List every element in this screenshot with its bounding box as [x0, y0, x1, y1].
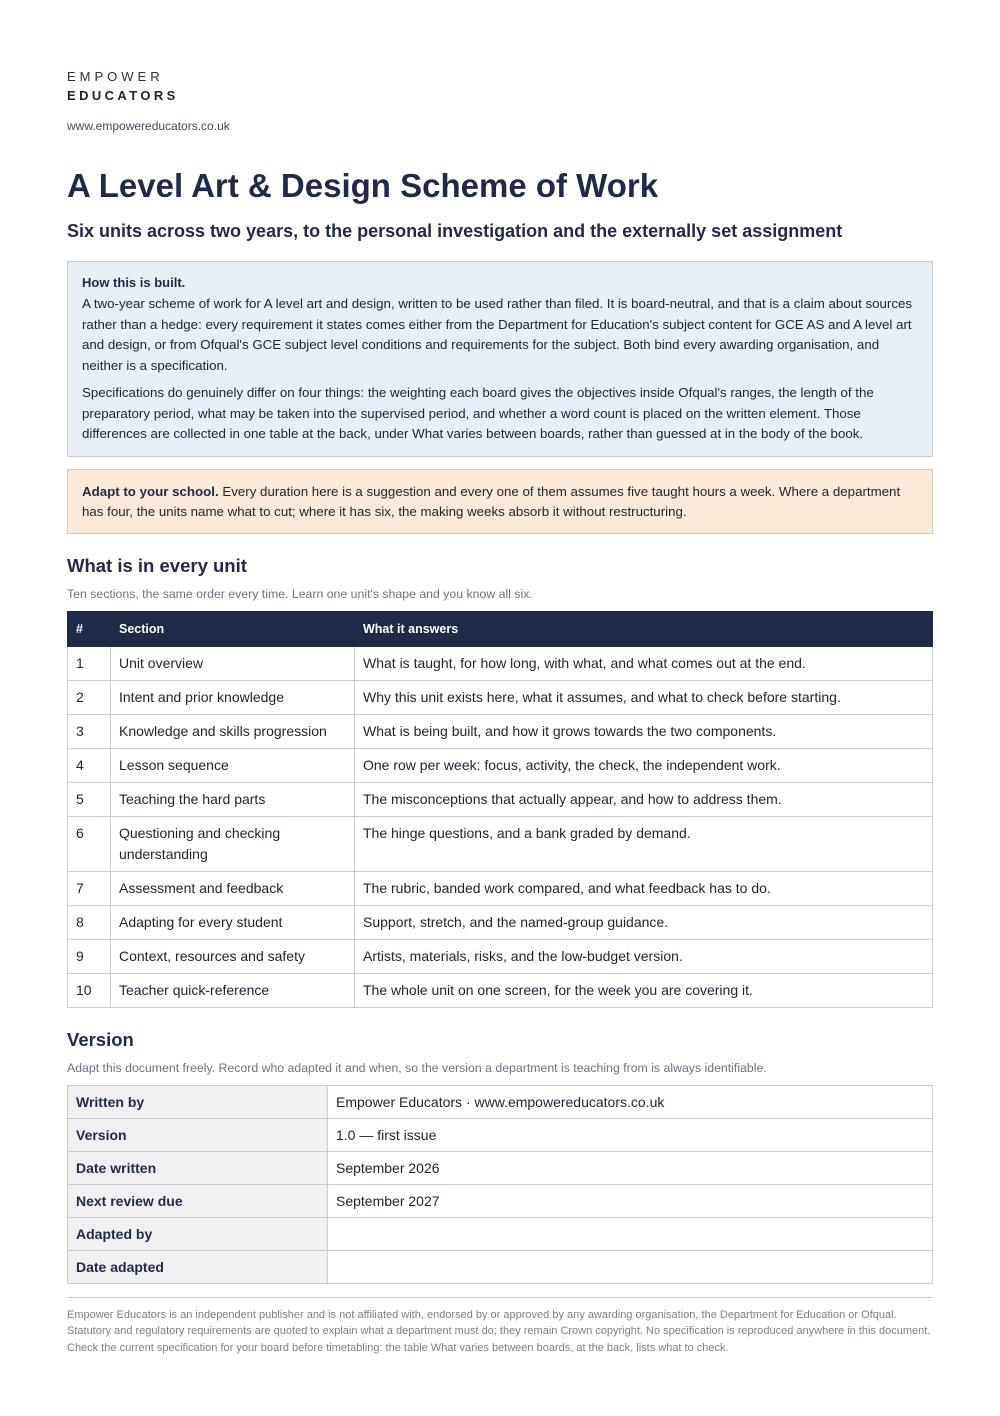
version-label: Date adapted	[68, 1250, 328, 1283]
row-number: 4	[68, 748, 111, 782]
version-label: Adapted by	[68, 1217, 328, 1250]
row-section: Teacher quick-reference	[111, 973, 355, 1007]
table-row	[68, 748, 933, 782]
row-section: Unit overview	[111, 646, 355, 680]
row-number: 7	[68, 871, 111, 905]
row-number: 3	[68, 714, 111, 748]
how-built-box	[67, 261, 933, 457]
version-heading: Version	[67, 1028, 134, 1050]
how-built-paragraph-2: Specifications do genuinely differ on four things: the weighting each board gives the objectives inside Ofqual's ranges, the length of the preparatory period, what may be taken into the supervised period, and whether a word count is placed on the written element. Those differences are collected in one table at the back, under What varies between boards, rather than guessed at in the body of the book.	[82, 385, 874, 441]
row-answer: Artists, materials, risks, and the low-budget version.	[355, 939, 933, 973]
version-value: 1.0 — first issue	[328, 1118, 933, 1151]
version-value: September 2026	[328, 1151, 933, 1184]
row-answer: Support, stretch, and the named-group guidance.	[355, 905, 933, 939]
version-row	[68, 1151, 933, 1184]
row-section: Assessment and feedback	[111, 871, 355, 905]
how-built-heading: How this is built.	[82, 275, 186, 290]
brand-line-2: EDUCATORS	[67, 88, 179, 103]
table-row	[68, 680, 933, 714]
units-heading: What is in every unit	[67, 554, 247, 576]
column-header-answers: What it answers	[355, 611, 933, 646]
version-label: Version	[68, 1118, 328, 1151]
version-row	[68, 1217, 933, 1250]
table-row	[68, 905, 933, 939]
column-header-number: #	[68, 611, 111, 646]
row-answer: What is being built, and how it grows towards the two components.	[355, 714, 933, 748]
row-section: Knowledge and skills progression	[111, 714, 355, 748]
row-number: 9	[68, 939, 111, 973]
table-row	[68, 939, 933, 973]
row-section: Lesson sequence	[111, 748, 355, 782]
units-table	[67, 611, 933, 1008]
version-value: Empower Educators · www.empowereducators.co.uk	[328, 1085, 933, 1118]
row-number: 2	[68, 680, 111, 714]
row-answer: Why this unit exists here, what it assumes, and what to check before starting.	[355, 680, 933, 714]
units-note: Ten sections, the same order every time. Learn one unit's shape and you know all six.	[67, 586, 533, 601]
row-number: 10	[68, 973, 111, 1007]
adapt-heading: Adapt to your school.	[82, 483, 219, 499]
footer-disclaimer: Empower Educators is an independent publisher and is not affiliated with, endorsed by or approved by any awarding organisation, the Department for Education or Ofqual. Statutory and regulatory requirements are quoted to explain what a department must do; they remain Crown copyright. No specification is reproduced anywhere in this document. Check the current specification for your board before timetabling: the table What varies between boards, at the back, lists what to check.	[67, 1297, 933, 1357]
version-value	[328, 1217, 933, 1250]
row-section: Questioning and checking understanding	[111, 816, 355, 871]
row-section: Intent and prior knowledge	[111, 680, 355, 714]
table-row	[68, 816, 933, 871]
row-number: 8	[68, 905, 111, 939]
version-row	[68, 1118, 933, 1151]
row-answer: The misconceptions that actually appear, and how to address them.	[355, 782, 933, 816]
adapt-text: Every duration here is a suggestion and every one of them assumes five taught hours a week. Where a department has four, the units name what to cut; where it has six, the making weeks absorb it without restructuring.	[82, 483, 901, 519]
row-answer: The hinge questions, and a bank graded by demand.	[355, 816, 933, 871]
brand-line-1: EMPOWER	[67, 69, 164, 84]
table-row	[68, 973, 933, 1007]
website-link[interactable]: www.empowereducators.co.uk	[67, 119, 230, 133]
version-row	[68, 1250, 933, 1283]
version-label: Date written	[68, 1151, 328, 1184]
brand-logo	[67, 0, 933, 106]
version-note: Adapt this document freely. Record who adapted it and when, so the version a department is teaching from is always identifiable.	[67, 1060, 767, 1075]
version-table	[67, 1085, 933, 1284]
table-row	[68, 714, 933, 748]
row-number: 1	[68, 646, 111, 680]
version-label: Written by	[68, 1085, 328, 1118]
version-row	[68, 1085, 933, 1118]
row-answer: The whole unit on one screen, for the week you are covering it.	[355, 973, 933, 1007]
page-subtitle: Six units across two years, to the personal investigation and the externally set assignment	[67, 221, 843, 241]
table-row	[68, 782, 933, 816]
units-header-row	[68, 611, 933, 646]
row-number: 5	[68, 782, 111, 816]
row-answer: One row per week: focus, activity, the check, the independent work.	[355, 748, 933, 782]
version-row	[68, 1184, 933, 1217]
row-section: Teaching the hard parts	[111, 782, 355, 816]
version-value: September 2027	[328, 1184, 933, 1217]
page-title: A Level Art & Design Scheme of Work	[67, 167, 659, 204]
version-value	[328, 1250, 933, 1283]
column-header-section: Section	[111, 611, 355, 646]
how-built-paragraph-1: A two-year scheme of work for A level art and design, written to be used rather than filed. It is board-neutral, and that is a claim about sources rather than a hedge: every requirement it states comes either from the Department for Education's subject content for GCE AS and A level art and design, or from Ofqual's GCE subject level conditions and requirements for the subject. Both bind every awarding organisation, and neither is a specification.	[82, 296, 913, 373]
table-row	[68, 646, 933, 680]
row-answer: What is taught, for how long, with what, and what comes out at the end.	[355, 646, 933, 680]
table-row	[68, 871, 933, 905]
version-label: Next review due	[68, 1184, 328, 1217]
row-section: Adapting for every student	[111, 905, 355, 939]
row-answer: The rubric, banded work compared, and what feedback has to do.	[355, 871, 933, 905]
adapt-box	[67, 469, 933, 534]
row-number: 6	[68, 816, 111, 871]
row-section: Context, resources and safety	[111, 939, 355, 973]
